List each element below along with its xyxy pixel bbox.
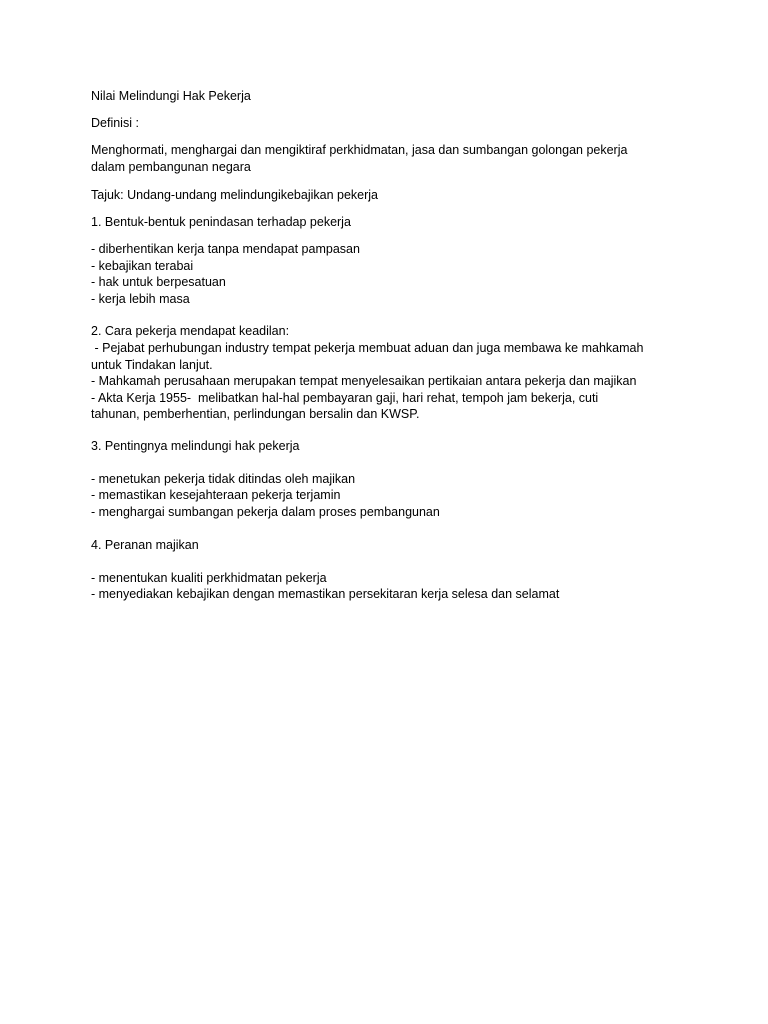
definition-text-line-2: dalam pembangunan negara [91, 160, 251, 174]
section-4-item: - menyediakan kebajikan dengan memastikan persekitaran kerja selesa dan selamat [91, 587, 560, 601]
section-1-item: - diberhentikan kerja tanpa mendapat pampasan [91, 242, 360, 256]
topic-heading: Tajuk: Undang-undang melindungikebajikan pekerja [91, 188, 378, 202]
section-4-item: - menentukan kualiti perkhidmatan pekerja [91, 571, 327, 585]
section-3-item: - menghargai sumbangan pekerja dalam proses pembangunan [91, 505, 440, 519]
section-2-line: untuk Tindakan lanjut. [91, 358, 213, 372]
section-4-heading: 4. Peranan majikan [91, 538, 199, 552]
section-2-heading: 2. Cara pekerja mendapat keadilan: [91, 324, 290, 338]
section-1-heading: 1. Bentuk-bentuk penindasan terhadap pekerja [91, 215, 351, 229]
section-3-item: - menetukan pekerja tidak ditindas oleh majikan [91, 472, 356, 486]
section-2-line: - Pejabat perhubungan industry tempat pekerja membuat aduan dan juga membawa ke mahkamah [91, 341, 644, 355]
section-1-item: - kerja lebih masa [91, 292, 190, 306]
definition-text-line-1: Menghormati, menghargai dan mengiktiraf perkhidmatan, jasa dan sumbangan golongan pekerja [91, 143, 628, 157]
section-1-item: - kebajikan terabai [91, 259, 194, 273]
section-3-item: - memastikan kesejahteraan pekerja terjamin [91, 488, 341, 502]
section-3-heading: 3. Pentingnya melindungi hak pekerja [91, 439, 300, 453]
section-2-line: - Mahkamah perusahaan merupakan tempat menyelesaikan pertikaian antara pekerja dan majikan [91, 374, 637, 388]
section-1-item: - hak untuk berpesatuan [91, 275, 226, 289]
definition-label: Definisi : [91, 116, 139, 130]
section-2-line: - Akta Kerja 1955- melibatkan hal-hal pembayaran gaji, hari rehat, tempoh jam bekerja, cuti [91, 391, 599, 405]
document-title: Nilai Melindungi Hak Pekerja [91, 89, 251, 103]
section-2-line: tahunan, pemberhentian, perlindungan bersalin dan KWSP. [91, 407, 420, 421]
